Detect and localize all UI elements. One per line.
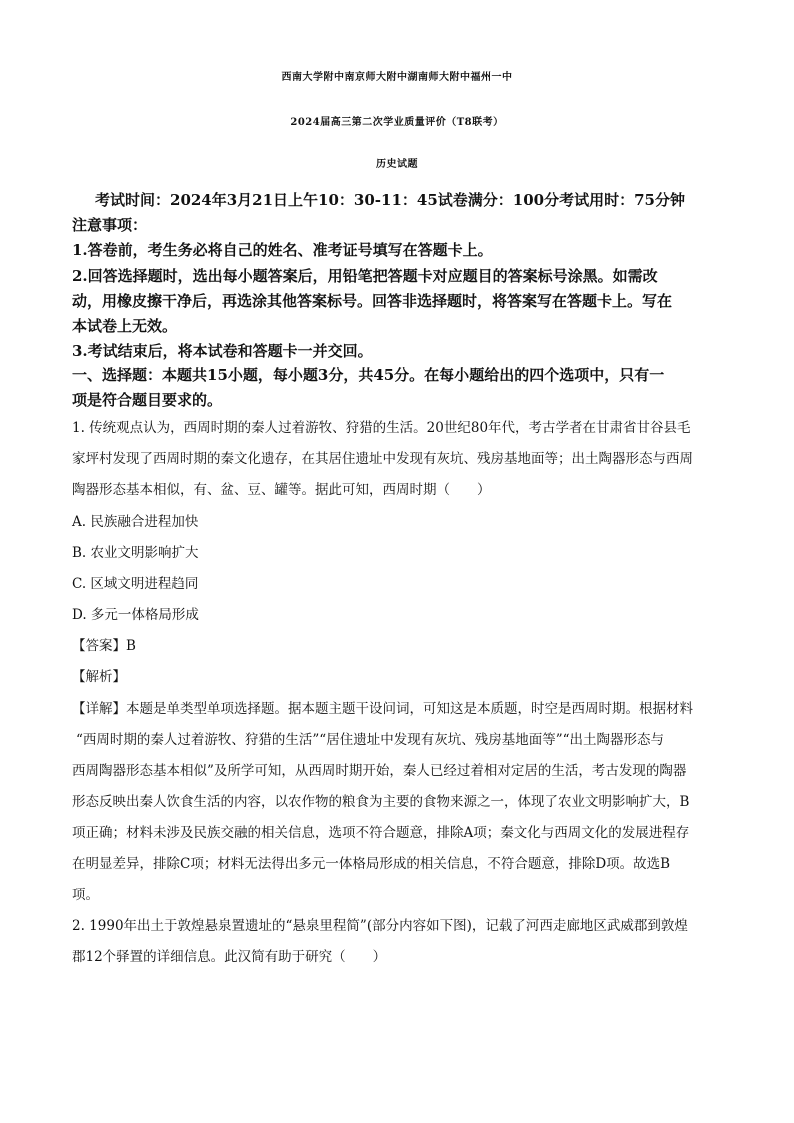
q1-detail-line: 形态反映出秦人饮食生活的内容，以农作物的粮食为主要的食物来源之一，体现了农业文明影响扩大，B — [72, 794, 690, 810]
subject-title: 历史试题 — [376, 159, 418, 170]
section-heading-cont: 项是符合题目要求的。 — [72, 391, 223, 409]
note-line: 本试卷上无效。 — [72, 317, 178, 335]
note-line: 动，用橡皮擦干净后，再选涂其他答案标号。回答非选择题时，将答案写在答题卡上。写在 — [72, 292, 673, 310]
note-line: 3.考试结束后，将本试卷和答题卡一并交回。 — [72, 342, 373, 360]
section-heading: 一、选择题：本题共15小题，每小题3分，共45分。在每小题给出的四个选项中，只有一 — [72, 366, 665, 384]
q1-option-b: B. 农业文明影响扩大 — [72, 545, 199, 561]
q1-stem-line: 1. 传统观点认为，西周时期的秦人过着游牧、狩猎的生活。20世纪80年代，考古学者在甘肃省甘谷县毛 — [72, 420, 691, 436]
q2-stem-line: 郡12个驿置的详细信息。此汉简有助于研究（ ） — [72, 949, 387, 965]
q1-analysis-tag: 【解析】 — [72, 669, 126, 685]
q1-detail-line: “西周时期的秦人过着游牧、狩猎的生活”“居住遗址中发现有灰坑、残房基地面等”“出土陶器形态与 — [76, 732, 665, 748]
exam-info: 考试时间：2024年3月21日上午10：30-11：45试卷满分：100分考试用时：75分钟 — [95, 191, 685, 209]
q1-answer: 【答案】B — [72, 638, 136, 654]
q1-detail-line: 项。 — [72, 887, 99, 903]
q1-detail-line: 西周陶器形态基本相似”及所学可知，从西周时期开始，秦人已经过着相对定居的生活，考古发现的陶器 — [72, 763, 687, 779]
note-line: 1.答卷前，考生务必将自己的姓名、准考证号填写在答题卡上。 — [72, 241, 493, 259]
notes-heading: 注意事项： — [72, 216, 148, 234]
q1-option-d: D. 多元一体格局形成 — [72, 607, 199, 623]
q1-option-a: A. 民族融合进程加快 — [72, 514, 199, 530]
q1-option-c: C. 区域文明进程趋同 — [72, 576, 199, 592]
schools-title: 西南大学附中南京师大附中湖南师大附中福州一中 — [281, 72, 513, 83]
exam-title: 2024届高三第二次学业质量评价（T8联考） — [290, 117, 504, 128]
q1-stem-line: 陶器形态基本相似，有、盆、豆、罐等。据此可知，西周时期（ ） — [72, 482, 491, 498]
q1-detail-line: 在明显差异，排除C项；材料无法得出多元一体格局形成的相关信息，不符合题意，排除D项。故选B — [72, 856, 671, 872]
q1-stem-line: 家坪村发现了西周时期的秦文化遗存，在其居住遗址中发现有灰坑、残房基地面等；出土陶器形态与西周 — [72, 451, 693, 467]
q1-detail-line: 【详解】本题是单类型单项选择题。据本题主题干设问词，可知这是本质题，时空是西周时期。根据材料 — [72, 701, 693, 717]
q2-stem-line: 2. 1990年出土于敦煌悬泉置遗址的“悬泉里程简”(部分内容如下图)，记载了河西走廊地区武威郡到敦煌 — [72, 918, 688, 934]
q1-detail-line: 项正确；材料未涉及民族交融的相关信息，选项不符合题意，排除A项；秦文化与西周文化的发展进程存 — [72, 825, 690, 841]
note-line: 2.回答选择题时，选出每小题答案后，用铅笔把答题卡对应题目的答案标号涂黑。如需改 — [72, 267, 658, 285]
